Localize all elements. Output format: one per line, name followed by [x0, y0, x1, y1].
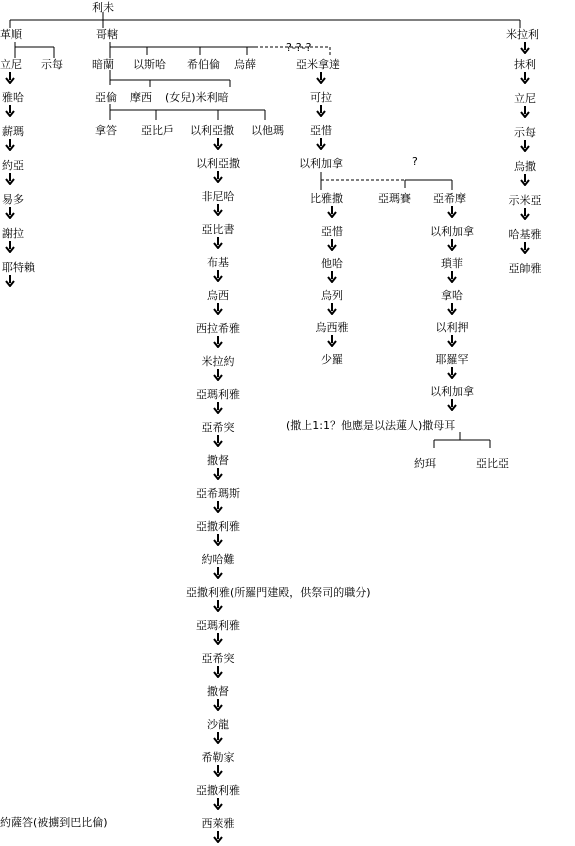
- ahimoth-line-arrow-icon: [447, 335, 457, 350]
- korah-line-arrow-icon: [316, 138, 326, 153]
- merari-node: 米拉利: [506, 28, 539, 41]
- priest-line-arrow-icon: [213, 270, 223, 285]
- priest-line-node-7: 亞瑪利雅: [196, 388, 240, 401]
- amram-node: 暗蘭: [92, 58, 114, 71]
- gershon-node: 革順: [0, 28, 22, 41]
- priest-line-node-1: 非尼哈: [201, 190, 235, 203]
- ebiasaph-line-arrow-icon: [327, 271, 337, 286]
- priest-line-node-11: 亞撒利雅: [196, 520, 240, 533]
- gershon-line-node-1: 薪瑪: [2, 125, 24, 138]
- gershon-line-arrow-icon: [5, 241, 15, 256]
- ahimoth-arrow-icon: [447, 206, 457, 221]
- korah-line-node-2: 以利加拿: [299, 157, 343, 170]
- priest-line-node-4: 烏西: [207, 289, 229, 302]
- priest-line-node-9: 撒督: [207, 454, 229, 467]
- amminadab-arrow-icon: [316, 72, 326, 87]
- ebiasaph-node: 比雅撒: [310, 192, 343, 205]
- gershon-line-arrow-icon: [5, 139, 15, 154]
- priest-line-node-8: 亞希突: [201, 421, 235, 434]
- ebiasaph-line-node-3: 烏西雅: [315, 321, 349, 334]
- gershon-line-node-2: 約亞: [2, 159, 24, 172]
- ahimoth-line-arrow-icon: [447, 239, 457, 254]
- priest-line-arrow-icon: [213, 798, 223, 813]
- ahimoth-line-node-2: 拿哈: [441, 289, 463, 302]
- ahimoth-line-node-0: 以利加拿: [430, 225, 474, 238]
- ebiasaph-arrow-icon: [327, 206, 337, 221]
- merari-line-node-2: 示每: [514, 126, 536, 139]
- priest-line-arrow-icon: [213, 600, 223, 615]
- priest-line-node-15: 亞希突: [201, 652, 235, 665]
- izhar-node: 以斯哈: [133, 58, 166, 71]
- gershon-line-arrow-icon: [5, 207, 15, 222]
- merari-line-node-5: 哈基雅: [508, 228, 542, 241]
- priest-line-arrow-icon: [213, 501, 223, 516]
- priest-line-arrow-icon: [213, 831, 223, 846]
- eleazar-down-arrow-icon: [213, 138, 223, 153]
- priest-line-node-18: 希勒家: [201, 751, 235, 764]
- gershon-line-arrow-icon: [5, 173, 15, 188]
- ebiasaph-line-arrow-icon: [327, 303, 337, 318]
- kohath-node: 哥轄: [96, 28, 118, 41]
- priest-line-arrow-icon: [213, 171, 223, 186]
- ebiasaph-line-node-0: 亞惜: [321, 225, 343, 238]
- priest-line-node-19: 亞撒利雅: [196, 784, 240, 797]
- merari-line-node-3: 烏撒: [514, 160, 536, 173]
- ebiasaph-line-arrow-icon: [327, 335, 337, 350]
- gershon-line-node-3: 易多: [2, 193, 24, 206]
- aaron-node: 亞倫: [95, 91, 117, 104]
- amasai-node: 亞瑪賽: [378, 192, 411, 205]
- hebron-node: 希伯倫: [187, 58, 220, 71]
- priest-line-node-16: 撒督: [207, 685, 229, 698]
- korah-line-arrow-icon: [316, 105, 326, 120]
- merari-line-arrow-icon: [520, 72, 530, 87]
- priest-line-arrow-icon: [213, 732, 223, 747]
- ebiasaph-line-node-1: 他哈: [321, 257, 343, 270]
- uncertain-link-mark: ?-?-?: [286, 41, 312, 54]
- ithamar-node: 以他瑪: [251, 124, 284, 137]
- merari-line-node-1: 立尼: [514, 92, 536, 105]
- priest-line-arrow-icon: [213, 468, 223, 483]
- ahimoth-line-node-4: 耶羅罕: [435, 353, 469, 366]
- samuel-node: (撒上1:1？他應是以法蓮人)撒母耳: [286, 419, 456, 432]
- gershon-line-start-arrow-icon: [5, 72, 15, 87]
- priest-line-node-13: 亞撒利雅(所羅門建殿，供祭司的職分): [186, 586, 371, 599]
- gershon-line-arrow-icon: [5, 275, 15, 290]
- priest-line-arrow-icon: [213, 204, 223, 219]
- priest-line-arrow-icon: [213, 567, 223, 582]
- priest-line-node-17: 沙龍: [207, 718, 229, 731]
- priest-line-arrow-icon: [213, 336, 223, 351]
- ahimoth-node: 亞希摩: [433, 192, 466, 205]
- miriam-node: (女兒)米利暗: [165, 91, 229, 104]
- merari-line-node-6: 亞帥雅: [508, 262, 542, 275]
- gershon-line-arrow-icon: [5, 105, 15, 120]
- priest-line-node-2: 亞比書: [201, 223, 235, 236]
- jozadak-node: 約薩答(被擄到巴比倫): [0, 816, 108, 829]
- merari-line-arrow-icon: [520, 174, 530, 189]
- libni-node: 立尼: [0, 58, 22, 71]
- priest-line-node-10: 亞希瑪斯: [196, 487, 240, 500]
- priest-line-arrow-icon: [213, 534, 223, 549]
- merari-line-arrow-icon: [520, 140, 530, 155]
- elkanah-uncertain-mark: ?: [412, 155, 418, 168]
- korah-line-node-0: 可拉: [310, 91, 332, 104]
- ebiasaph-line-arrow-icon: [327, 239, 337, 254]
- priest-line-node-3: 布基: [207, 256, 229, 269]
- merari-line-arrow-icon: [520, 106, 530, 121]
- moses-node: 摩西: [130, 91, 152, 104]
- merari-line-node-4: 示米亞: [508, 194, 542, 207]
- merari-line-arrow-icon: [520, 242, 530, 257]
- root-levi: 利未: [92, 1, 114, 14]
- gershon-line-node-5: 耶特賴: [2, 261, 35, 274]
- priest-line-arrow-icon: [213, 699, 223, 714]
- priest-line-node-14: 亞瑪利雅: [196, 619, 240, 632]
- gershon-line-node-4: 謝拉: [2, 227, 24, 240]
- priest-line-node-20: 西萊雅: [201, 817, 235, 830]
- joel-node: 約珥: [414, 457, 436, 470]
- priest-line-node-6: 米拉約: [201, 355, 235, 368]
- priest-line-arrow-icon: [213, 303, 223, 318]
- ahimoth-line-arrow-icon: [447, 303, 457, 318]
- ahimoth-line-arrow-icon: [447, 271, 457, 286]
- priest-line-node-0: 以利亞撒: [196, 157, 240, 170]
- ahimoth-line-node-3: 以利押: [435, 321, 469, 334]
- priest-line-arrow-icon: [213, 435, 223, 450]
- priest-line-arrow-icon: [213, 765, 223, 780]
- ahimoth-line-arrow-icon: [447, 367, 457, 382]
- priest-line-node-5: 西拉希雅: [196, 322, 240, 335]
- ebiasaph-line-node-4: 少羅: [321, 353, 343, 366]
- nadab-node: 拿答: [95, 124, 117, 137]
- merari-line-node-0: 抹利: [514, 58, 536, 71]
- abijah-node: 亞比亞: [476, 457, 509, 470]
- abihu-node: 亞比戶: [141, 124, 174, 137]
- eleazar-node: 以利亞撒: [190, 124, 234, 137]
- ahimoth-line-node-5: 以利加拿: [430, 385, 474, 398]
- merari-arrow-icon: [520, 42, 530, 57]
- ahimoth-line-arrow-icon: [447, 399, 457, 414]
- merari-line-arrow-icon: [520, 208, 530, 223]
- ebiasaph-line-node-2: 烏列: [321, 289, 343, 302]
- priest-line-node-12: 約哈難: [201, 553, 235, 566]
- priest-line-arrow-icon: [213, 237, 223, 252]
- priest-line-arrow-icon: [213, 633, 223, 648]
- gershon-line-node-0: 雅哈: [2, 91, 24, 104]
- ahimoth-line-node-1: 瑣菲: [441, 257, 463, 270]
- shimei-node: 示每: [41, 58, 63, 71]
- uzziel-node: 烏薛: [234, 58, 256, 71]
- priest-line-arrow-icon: [213, 666, 223, 681]
- korah-line-node-1: 亞惜: [310, 124, 332, 137]
- amminadab-node: 亞米拿達: [296, 58, 340, 71]
- priest-line-arrow-icon: [213, 402, 223, 417]
- priest-line-arrow-icon: [213, 369, 223, 384]
